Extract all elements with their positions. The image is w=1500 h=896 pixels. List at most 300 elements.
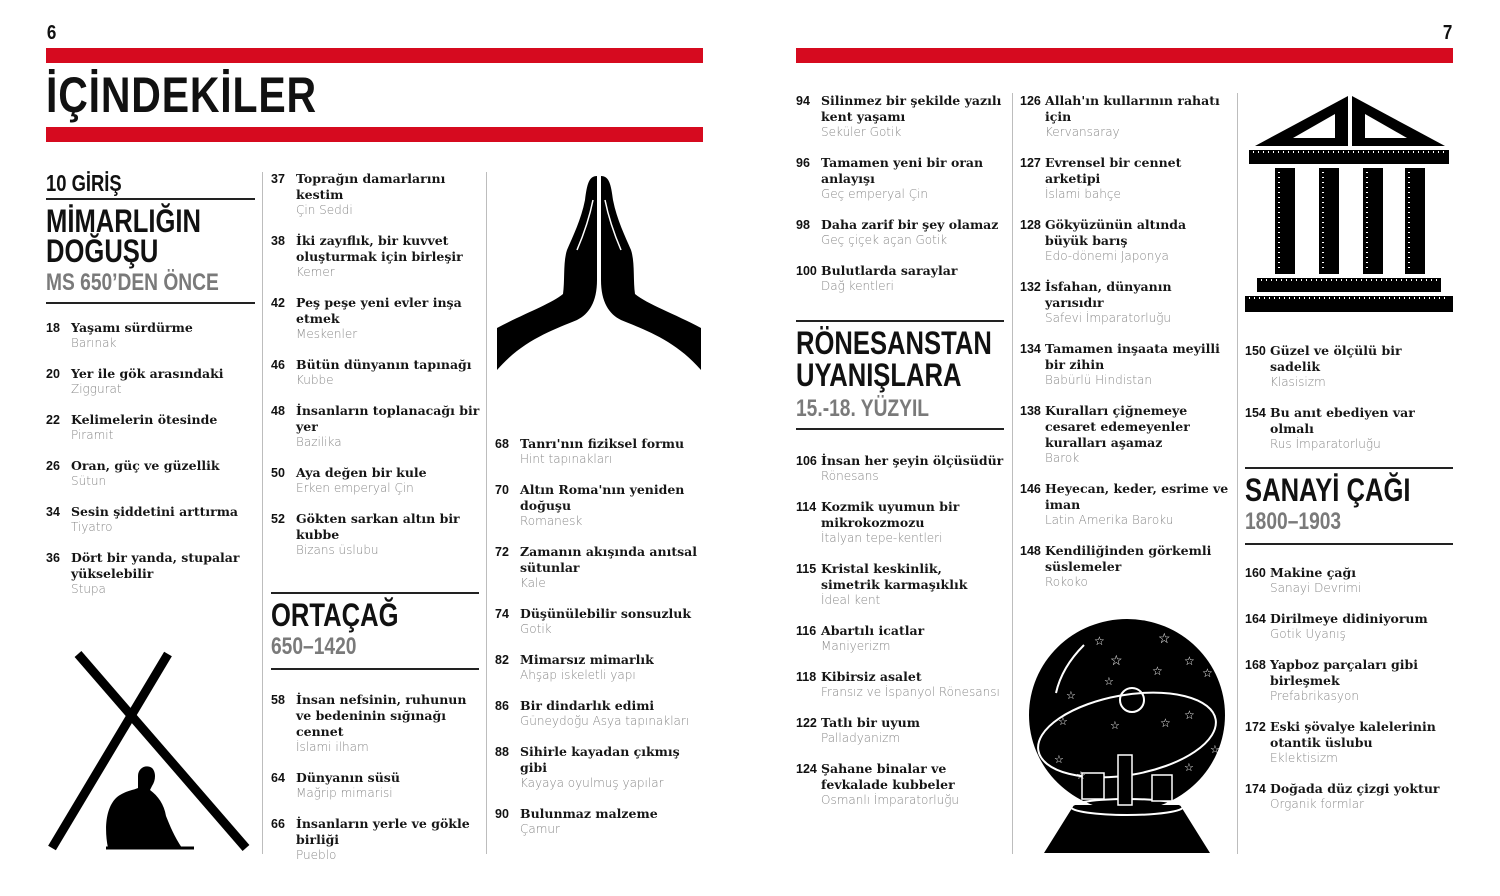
entry-page-number: 98 [796,218,810,232]
entry-subtitle: Ahşap iskeletli yapı [520,668,636,682]
toc-entry[interactable] [495,606,705,637]
entry-title: Doğada düz çizgi yoktur [1270,781,1440,796]
entry-subtitle: Geç emperyal Çin [821,187,929,201]
svg-text:☆: ☆ [1202,666,1213,680]
entry-subtitle: Meskenler [296,327,358,341]
entry-page-number: 148 [1020,544,1041,558]
entry-page-number: 38 [271,234,285,248]
toc-column-3 [495,436,705,852]
entry-text [520,652,705,683]
entry-page-number: 94 [796,94,810,108]
entry-subtitle: Gotik Uyanış [1270,627,1346,641]
toc-entry[interactable] [1020,279,1232,326]
entry-text [821,93,1006,140]
entry-text [520,544,705,591]
entry-page-number: 124 [796,762,817,776]
toc-entry[interactable] [271,770,479,801]
entry-text [1045,481,1232,528]
entry-page-number: 138 [1020,404,1041,418]
svg-text:☆: ☆ [1158,631,1171,647]
toc-column-1 [46,170,255,612]
section-rule [1245,467,1453,469]
entry-text [296,692,479,755]
entry-text [296,171,481,218]
entry-text [71,550,255,597]
entry-subtitle: Fransız ve İspanyol Rönesansı [821,685,1000,699]
entry-subtitle: Klasisizm [1270,375,1326,389]
toc-entry[interactable] [495,806,705,837]
entry-list [796,453,1004,808]
entry-page-number: 134 [1020,342,1041,356]
entry-page-number: 58 [271,693,285,707]
toc-entry[interactable] [796,561,1004,608]
entry-title: Dört bir yanda, stupalar yükselebilir [71,550,240,581]
entry-list [271,692,479,863]
entry-text [1045,279,1232,326]
toc-column-5 [1020,93,1232,605]
entry-subtitle: Gotik [520,622,552,636]
entry-subtitle: Bazilika [296,435,342,449]
entry-subtitle: Barınak [71,336,117,350]
entry-text [296,295,481,342]
toc-entry[interactable] [1245,719,1453,766]
red-bar-top-right [796,48,1453,63]
svg-text:☆: ☆ [1160,716,1171,730]
entry-subtitle: Babürlü Hindistan [1045,373,1152,387]
entry-page-number: 34 [46,505,60,519]
column-divider [486,172,487,854]
entry-list [1020,93,1232,590]
entry-subtitle: Eklektisizm [1270,751,1338,765]
entry-title: Dirilmeye didiniyorum [1270,611,1428,626]
toc-entry[interactable] [796,761,1004,808]
entry-subtitle: Seküler Gotik [821,125,902,139]
toc-entry[interactable] [1245,565,1453,596]
entry-page-number: 127 [1020,156,1041,170]
toc-entry[interactable] [495,652,705,683]
entry-title: Kristal keskinlik, simetrik karmaşıklık [821,561,968,592]
entry-page-number: 68 [495,437,509,451]
entry-text [71,504,255,535]
entry-subtitle: Kayaya oyulmuş yapılar [520,776,664,790]
entry-page-number: 115 [796,562,817,576]
section-rule [271,668,479,670]
entry-title: Tamamen yeni bir oran anlayışı [821,155,984,186]
entry-subtitle: Hint tapınakları [520,452,613,466]
entry-title: Düşünülebilir sonsuzluk [520,606,692,621]
entry-text [71,366,255,397]
entry-subtitle: Ziggurat [71,382,122,396]
section-subtitle: 1800–1903 [1245,508,1342,535]
entry-text [520,482,705,529]
svg-text:☆: ☆ [1152,664,1163,678]
entry-title: Gökyüzünün altında büyük barış [1045,217,1187,248]
section-title: DOĞUŞU [46,233,159,269]
entry-page-number: 22 [46,413,60,427]
entry-title: Yer ile gök arasındaki [71,366,224,381]
entry-page-number: 146 [1020,482,1041,496]
entry-page-number: 114 [796,500,817,514]
svg-text:☆: ☆ [1110,653,1123,669]
toc-entry[interactable] [1245,657,1453,704]
entry-title: Silinmez bir şekilde yazılı kent yaşamı [821,93,1002,124]
entry-text [1270,781,1453,812]
entry-text [821,217,1006,248]
section-subtitle: MS 650’DEN ÖNCE [46,269,219,296]
entry-title: Kozmik uyumun bir mikrokozmozu [821,499,960,530]
toc-entry[interactable] [271,171,481,218]
toc-entry[interactable] [1020,217,1232,264]
entry-subtitle: İdeal kent [821,593,881,607]
entry-text [821,761,1004,808]
toc-entry[interactable] [1020,403,1232,466]
column-divider [1012,93,1013,854]
entry-text [1270,611,1453,642]
column-divider [262,172,263,854]
toc-entry[interactable] [1245,611,1453,642]
entry-text [520,806,705,837]
entry-title: Gökten sarkan altın bir kubbe [296,511,460,542]
entry-subtitle: Çin Seddi [296,203,353,217]
entry-page-number: 48 [271,404,285,418]
svg-text:☆: ☆ [1184,708,1195,722]
entry-text [296,770,479,801]
toc-entry[interactable] [796,669,1004,700]
entry-text [1045,217,1232,264]
entry-text [821,453,1004,484]
entry-text [821,669,1004,700]
entry-page-number: 132 [1020,280,1041,294]
entry-title: Tamamen inşaata meyilli bir zihin [1045,341,1220,372]
entry-subtitle: Bizans üslubu [296,543,379,557]
entry-title: Sesin şiddetini arttırma [71,504,239,519]
entry-title: Bu anıt ebediyen var olmalı [1270,405,1415,436]
entry-page-number: 160 [1245,566,1266,580]
entry-subtitle: Stupa [71,582,106,596]
entry-list [796,93,1006,294]
entry-subtitle: Geç çiçek açan Gotik [821,233,948,247]
entry-subtitle: Güneydoğu Asya tapınakları [520,714,690,728]
section-title: SANAYİ ÇAĞI [1245,472,1411,508]
entry-title: Evrensel bir cennet arketipi [1045,155,1182,186]
entry-text [1045,155,1232,202]
entry-subtitle: Çamur [520,822,560,836]
toc-entry[interactable] [796,499,1004,546]
toc-entry[interactable] [495,436,705,467]
toc-entry[interactable] [1020,543,1232,590]
svg-text:☆: ☆ [1210,743,1220,756]
entry-subtitle: Latin Amerika Baroku [1045,513,1174,527]
entry-text [821,263,1006,294]
entry-subtitle: Kervansaray [1045,125,1120,139]
entry-page-number: 168 [1245,658,1266,672]
section-rule [796,320,1004,322]
toc-entry[interactable] [271,511,481,558]
entry-subtitle: Kemer [296,265,335,279]
svg-text:☆: ☆ [1104,675,1114,688]
entry-page-number: 154 [1245,406,1266,420]
toc-entry[interactable] [1020,155,1232,202]
toc-entry[interactable] [1020,481,1232,528]
svg-text:☆: ☆ [1184,761,1194,774]
entry-subtitle: İslami bahçe [1045,187,1121,201]
entry-page-number: 96 [796,156,810,170]
entry-list [46,320,255,597]
entry-title: Sihirle kayadan çıkmış gibi [520,744,680,775]
toc-entry[interactable] [46,504,255,535]
entry-subtitle: Rus İmparatorluğu [1270,437,1381,451]
entry-page-number: 66 [271,817,285,831]
entry-subtitle: İtalyan tepe-kentleri [821,531,943,545]
entry-subtitle: Tiyatro [71,520,113,534]
toc-entry[interactable] [271,233,481,280]
entry-page-number: 64 [271,771,285,785]
entry-list [1245,565,1453,812]
entry-subtitle: Dağ kentleri [821,279,894,293]
toc-column-6 [1245,343,1453,827]
entry-title: Bulunmaz malzeme [520,806,658,821]
section-rule [796,428,1004,430]
entry-title: Yapboz parçaları gibi birleşmek [1270,657,1418,688]
toc-entry[interactable] [46,550,255,597]
entry-subtitle: Kubbe [296,373,334,387]
entry-subtitle: Barok [1045,451,1080,465]
red-bar-top-left [46,48,703,63]
entry-subtitle: Edo-dönemi Japonya [1045,249,1169,263]
entry-subtitle: Mağrip mimarisi [296,786,393,800]
toc-entry[interactable] [796,623,1004,654]
entry-subtitle: Rokoko [1045,575,1088,589]
section-title: UYANIŞLARA [796,357,962,393]
entry-page-number: 150 [1245,344,1266,358]
entry-page-number: 42 [271,296,285,310]
toc-column-4 [796,93,1006,309]
toc-entry[interactable] [271,465,481,496]
svg-text:☆: ☆ [1058,715,1068,728]
toc-entry[interactable] [495,544,705,591]
entry-text [1045,93,1232,140]
entry-subtitle: Sanayi Devrimi [1270,581,1362,595]
entry-subtitle: İslami ilham [296,740,369,754]
entry-text [1270,719,1453,766]
entry-title: Toprağın damarlarını kestim [296,171,446,202]
section-subtitle: 15.-18. YÜZYIL [796,395,930,422]
entry-page-number: 46 [271,358,285,372]
section-subtitle: 650–1420 [271,633,357,660]
entry-title: Şahane binalar ve fevkalade kubbeler [821,761,955,792]
entry-list [495,436,705,837]
entry-title: Allah'ın kullarının rahatı için [1045,93,1220,124]
entry-page-number: 126 [1020,94,1041,108]
toc-entry[interactable] [495,698,705,729]
entry-subtitle: Pueblo [296,848,337,862]
svg-text:☆: ☆ [1066,689,1076,702]
toc-entry[interactable] [796,93,1006,140]
entry-title: İki zayıflık, bir kuvvet oluşturmak için birleşir [296,233,463,264]
entry-text [71,458,255,489]
entry-page-number: 72 [495,545,509,559]
toc-entry[interactable] [796,453,1004,484]
toc-column-4-section [796,320,1004,823]
ruler-temple-icon [1245,94,1453,314]
entry-text [1045,341,1232,388]
entry-text [71,320,255,351]
entry-page-number: 86 [495,699,509,713]
page-title: İÇİNDEKİLER [46,67,317,123]
entry-subtitle: Osmanlı İmparatorluğu [821,793,960,807]
entry-title: Zamanın akışında anıtsal sütunlar [520,544,697,575]
entry-title: Aya değen bir kule [296,465,427,480]
entry-subtitle: Erken emperyal Çin [296,481,414,495]
entry-subtitle: Palladyanizm [821,731,901,745]
toc-column-2 [271,171,481,573]
toc-column-2-section [271,592,479,878]
entry-page-number: 174 [1245,782,1266,796]
entry-title: Kelimelerin ötesinde [71,412,218,427]
toc-entry[interactable] [1020,93,1232,140]
toc-entry[interactable] [495,744,705,791]
entry-list [271,171,481,558]
snow-globe-icon [1024,615,1230,855]
entry-title: Oran, güç ve güzellik [71,458,220,473]
praying-hands-icon [493,170,705,370]
toc-entry[interactable] [796,263,1006,294]
entry-title: Kuralları çiğnemeye cesaret edemeyenler kuralları aşamaz [1045,403,1190,450]
entry-title: Kendiliğinden görkemli süslemeler [1045,543,1212,574]
entry-title: Daha zarif bir şey olamaz [821,217,999,232]
entry-title: Mimarsız mimarlık [520,652,654,667]
entry-page-number: 100 [796,264,817,278]
entry-text [821,499,1004,546]
entry-subtitle: Kale [520,576,546,590]
toc-entry[interactable] [1020,341,1232,388]
entry-page-number: 37 [271,172,285,186]
entry-page-number: 52 [271,512,285,526]
entry-page-number: 82 [495,653,509,667]
entry-text [520,606,705,637]
intro-link[interactable]: 10 GİRİŞ [46,170,122,196]
entry-subtitle: Prefabrikasyon [1270,689,1359,703]
entry-title: Güzel ve ölçülü bir sadelik [1270,343,1402,374]
entry-title: Tatlı bir uyum [821,715,920,730]
toc-entry[interactable] [46,412,255,443]
entry-title: İnsan nefsinin, ruhunun ve bedeninin sığınağı cennet [296,692,467,739]
entry-title: İnsanların yerle ve gökle birliği [296,816,470,847]
entry-page-number: 128 [1020,218,1041,232]
entry-page-number: 18 [46,321,60,335]
entry-subtitle: Organik formlar [1270,797,1365,811]
toc-entry[interactable] [495,482,705,529]
entry-title: İnsan her şeyin ölçüsüdür [821,453,1004,468]
entry-subtitle: Piramit [71,428,114,442]
section-rule [271,592,479,594]
entry-page-number: 116 [796,624,817,638]
entry-text [520,744,705,791]
entry-page-number: 70 [495,483,509,497]
toc-entry[interactable] [1245,781,1453,812]
toc-entry[interactable] [796,217,1006,248]
toc-entry[interactable] [271,692,479,755]
entry-text [71,412,255,443]
red-bar-bottom-left [46,127,703,142]
entry-title: Peş peşe yeni evler inşa etmek [296,295,462,326]
entry-text [1270,343,1453,390]
entry-page-number: 88 [495,745,509,759]
entry-text [296,357,481,388]
entry-title: Yaşamı sürdürme [71,320,193,335]
svg-text:☆: ☆ [1184,654,1195,668]
section-title: ORTAÇAĞ [271,597,399,633]
entry-text [821,155,1006,202]
toc-entry[interactable] [46,366,255,397]
column-divider [1237,93,1238,854]
entry-title: Kibirsiz asalet [821,669,922,684]
toc-entry[interactable] [46,320,255,351]
entry-title: İnsanların toplanacağı bir yer [296,403,480,434]
entry-page-number: 74 [495,607,509,621]
toc-entry[interactable] [271,357,481,388]
entry-title: Altın Roma'nın yeniden doğuşu [520,482,685,513]
entry-text [520,436,705,467]
entry-page-number: 26 [46,459,60,473]
entry-page-number: 122 [796,716,817,730]
entry-page-number: 90 [495,807,509,821]
toc-entry[interactable] [796,715,1004,746]
toc-entry[interactable] [271,816,479,863]
entry-page-number: 164 [1245,612,1266,626]
svg-text:☆: ☆ [1110,719,1120,732]
entry-text [1045,543,1232,590]
entry-page-number: 172 [1245,720,1266,734]
tent-shelter-icon [46,648,250,854]
entry-text [1045,403,1232,466]
toc-entry[interactable] [46,458,255,489]
entry-page-number: 106 [796,454,817,468]
entry-title: Dünyanın süsü [296,770,400,785]
entry-page-number: 36 [46,551,60,565]
entry-title: Makine çağı [1270,565,1356,580]
entry-text [296,233,481,280]
entry-title: İsfahan, dünyanın yarısıdır [1045,279,1172,310]
toc-entry[interactable] [271,295,481,342]
entry-title: Bütün dünyanın tapınağı [296,357,472,372]
section-title: MİMARLIĞIN [46,203,201,239]
entry-subtitle: Safevi İmparatorluğu [1045,311,1172,325]
section-title: RÖNESANSTAN [796,325,992,361]
entry-text [296,465,481,496]
entry-text [520,698,705,729]
toc-entry[interactable] [271,403,481,450]
entry-text [1270,657,1453,704]
section-rule [46,302,255,304]
entry-title: Heyecan, keder, esrime ve iman [1045,481,1229,512]
toc-entry[interactable] [796,155,1006,202]
page-number-right: 7 [1442,22,1453,44]
page-number-left: 6 [46,22,57,44]
svg-text:☆: ☆ [1094,634,1105,648]
entry-text [296,403,481,450]
entry-title: Eski şövalye kalelerinin otantik üslubu [1270,719,1436,750]
entry-text [296,511,481,558]
entry-subtitle: Romanesk [520,514,583,528]
entry-subtitle: Sütun [71,474,107,488]
entry-subtitle: Maniyerizm [821,639,891,653]
svg-text:☆: ☆ [1054,753,1064,766]
section-rule [46,198,255,200]
toc-entry[interactable] [1245,343,1453,390]
entry-title: Abartılı icatlar [821,623,925,638]
toc-entry[interactable] [1245,405,1453,452]
